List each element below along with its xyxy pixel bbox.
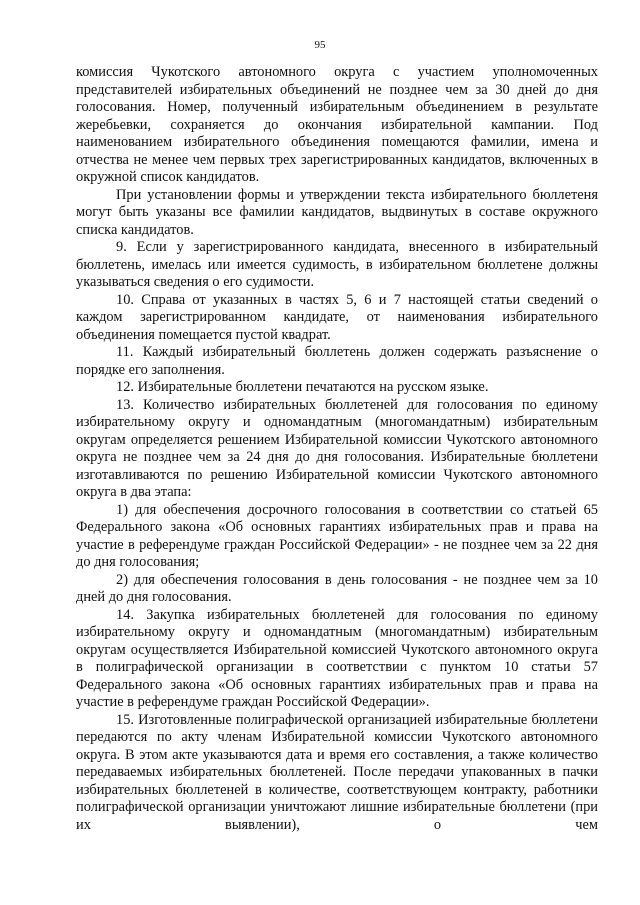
paragraph-item-9: 9. Если у зарегистрированного кандидата, внесенного в избирательный бюллетень, имелась или имеется судимость, в избирательном бюллетене должны указываться сведения о его судимости. [76,239,598,290]
paragraph-item-13: 13. Количество избирательных бюллетеней для голосования по единому избирательному округу и одномандатным (многомандатным) избирательным округам определяется решением Избирательной комиссии Чукотского автономного округа не позднее чем за 24 дня до дня голосования. Избирательные бюллетени изготавливаются по решению Избирательной комиссии Чукотского автономного округа в два этапа: [76,396,598,500]
paragraph-item-13-subitem-2: 2) для обеспечения голосования в день голосования - не позднее чем за 10 дней до дня голосования. [76,571,598,605]
paragraph-item-10: 10. Справа от указанных в частях 5, 6 и 7 настоящей статьи сведений о каждом зарегистрированном кандидате, от наименования избирательного объединения помещается пустой квадрат. [76,291,598,343]
paragraph-item-15: 15. Изготовленные полиграфической организацией избирательные бюллетени передаются по акту членам Избирательной комиссии Чукотского автономного округа. В этом акте указываются дата и время его составления, а также количество передаваемых избирательных бюллетеней. После передачи упакованных в пачки избирательных бюллетеней в количестве, соответствующем контракту, работники полиграфической организации уничтожают лишние избирательные бюллетени (при их выявлении), о чем [76,711,598,833]
paragraph-continuation: комиссия Чукотского автономного округа с участием уполномоченных представителей избирательных объединений не позднее чем за 30 дней до дня голосования. Номер, полученный избирательным объединением в результате жеребьевки, сохраняется до окончания избирательной кампании. Под наименованием избирательного объединения помещаются фамилии, имена и отчества не менее чем первых трех зарегистрированных кандидатов, включенных в окружной список кандидатов. [76,64,598,185]
paragraph-ballot-form-approval: При установлении формы и утверждении текста избирательного бюллетеня могут быть указаны все фамилии кандидатов, выдвинутых в составе окружного списка кандидатов. [76,186,598,238]
page-number: 95 [314,39,326,51]
paragraph-item-11: 11. Каждый избирательный бюллетень должен содержать разъяснение о порядке его заполнения. [76,344,598,378]
paragraph-item-13-subitem-1: 1) для обеспечения досрочного голосования в соответствии со статьей 65 Федерального закона «Об основных гарантиях избирательных прав и права на участие в референдуме граждан Российской Федерации» - не позднее чем за 22 дня до дня голосования; [76,501,598,570]
document-body [76,64,598,834]
paragraph-item-12: 12. Избирательные бюллетени печатаются на русском языке. [116,379,489,395]
paragraph-item-14: 14. Закупка избирательных бюллетеней для голосования по единому избирательному округу и одномандатным (многомандатным) избирательным округам осуществляется Избирательной комиссией Чукотского автономного округа в полиграфической организации в соответствии с пунктом 10 статьи 57 Федерального закона «Об основных гарантиях избирательных прав и права на участие в референдуме граждан Российской Федерации». [76,606,598,710]
